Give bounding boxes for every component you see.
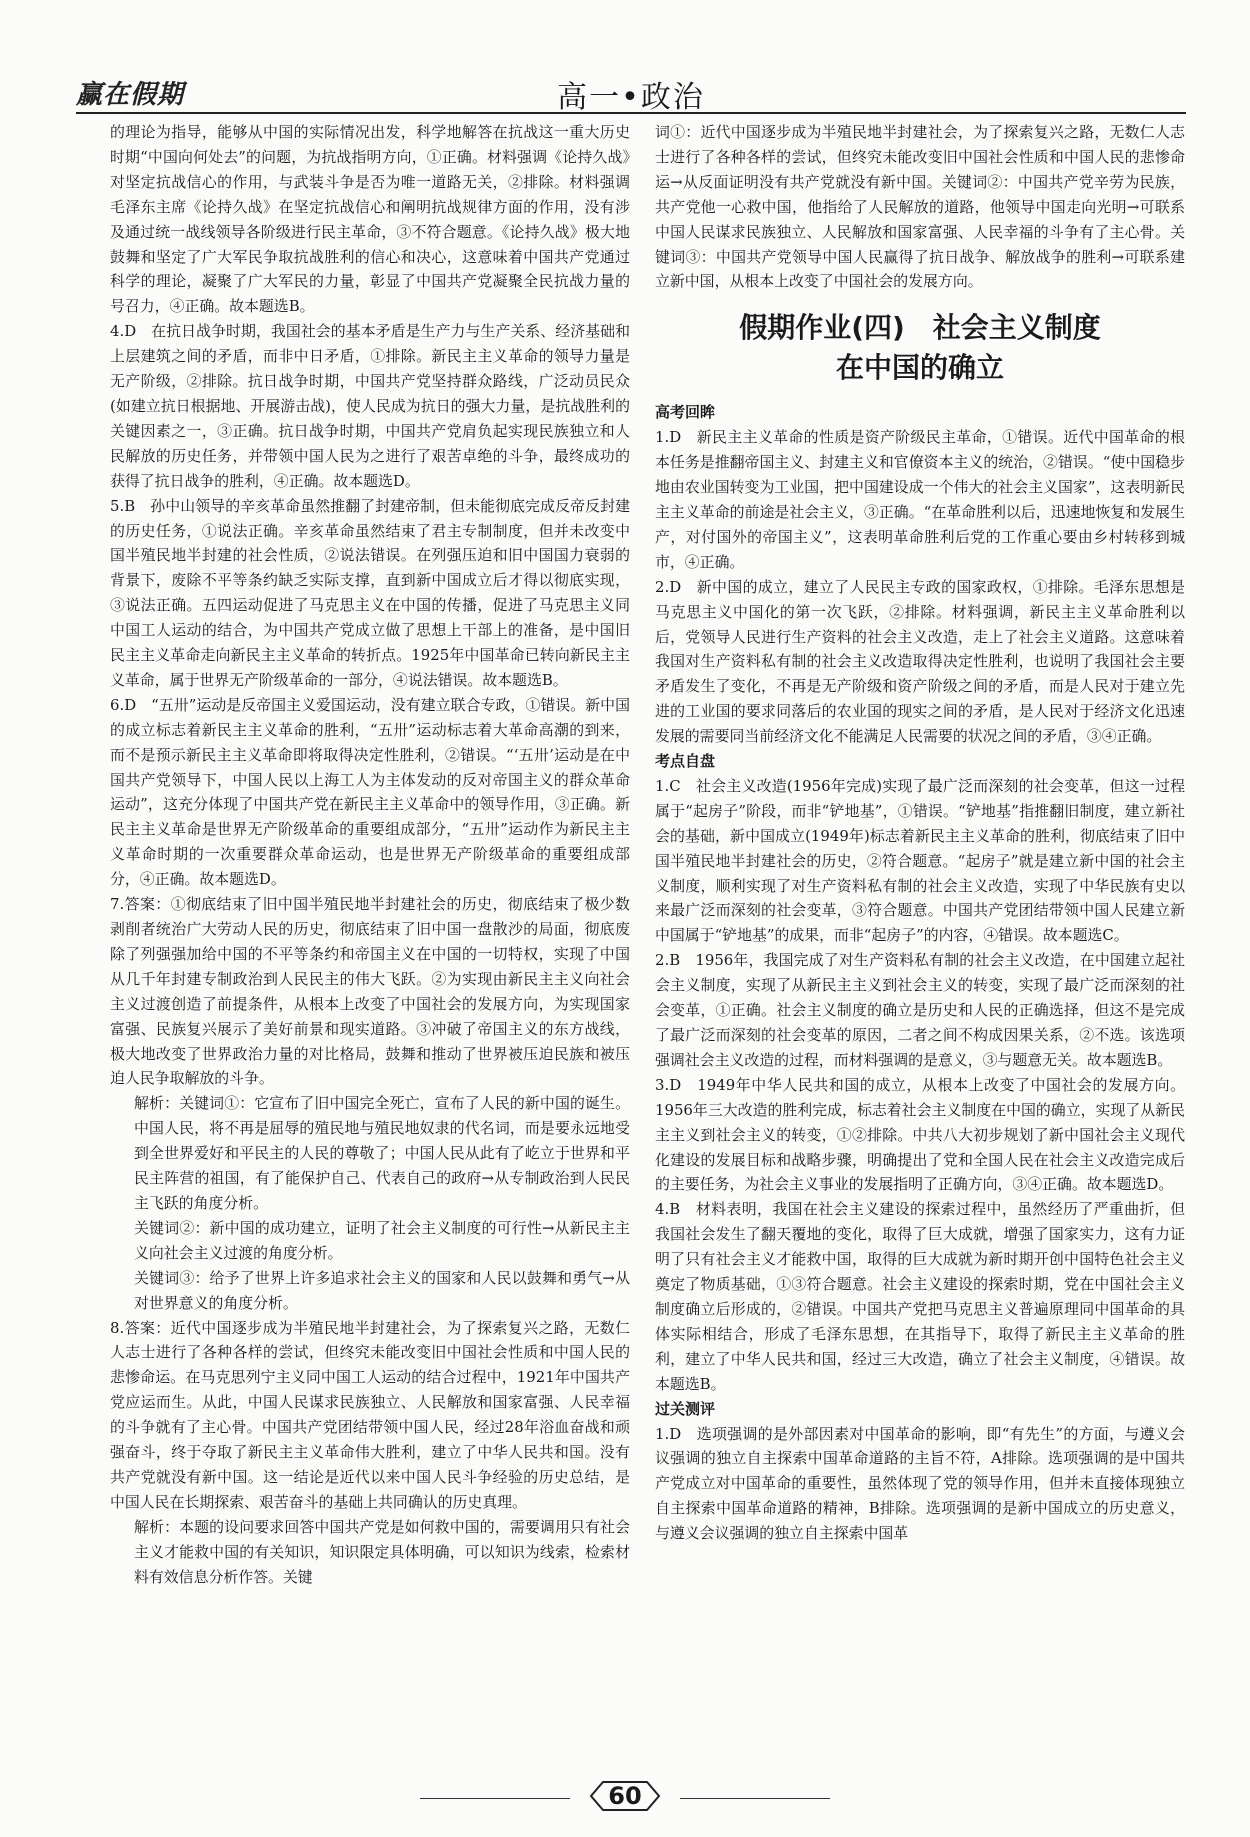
answer-item: 3.D 1949年中华人民共和国的成立，从根本上改变了中国社会的发展方向。1956年三大改造的胜利完成，标志着社会主义制度在中国的确立，实现了从新民主主义到社会主义的转变，①②排除。中共八大初步规划了新中国社会主义现代化建设的发展目标和战略步骤，明确提出了党和全国人民在社会主义改造完成后的主要任务，为社会主义事业的发展指明了正确方向，③④正确。故本题选D。 <box>655 1075 1185 1194</box>
right-column <box>655 120 1185 1546</box>
paragraph: 词①：近代中国逐步成为半殖民地半封建社会，为了探索复兴之路，无数仁人志士进行了各种各样的尝试，但终究未能改变旧中国社会性质和中国人民的悲惨命运→从反面证明没有共产党就没有新中国。关键词②：中国共产党辛劳为民族，共产党他一心救中国，他指给了人民解放的道路，他领导中国走向光明→可联系中国人民谋求民族独立、人民解放和国家富强、人民幸福的斗争有了主心骨。关键词③：中国共产党领导中国人民赢得了抗日战争、解放战争的胜利→可联系建立新中国，从根本上改变了中国社会的发展方向。 <box>655 123 1185 291</box>
analysis-paragraph: 关键词③：给予了世界上许多追求社会主义的国家和人民以鼓舞和勇气→从对世界意义的角度分析。 <box>134 1268 630 1312</box>
answer-item: 4.B 材料表明，我国在社会主义建设的探索过程中，虽然经历了严重曲折，但我国社会发生了翻天覆地的变化，取得了巨大成就，增强了国家实力，这有力证明了只有社会主义才能救中国，取得的巨大成就为新时期开创中国特色社会主义奠定了物质基础，①③符合题意。社会主义建设的探索时期，党在中国社会主义制度确立后形成的，②错误。中国共产党把马克思主义普遍原理同中国革命的具体实际相结合，形成了毛泽东思想，在其指导下，取得了新民主主义革命的胜利，建立了中华人民共和国，经过三大改造，确立了社会主义制度，④错误。故本题选B。 <box>655 1200 1185 1393</box>
footer-rule-right <box>680 1798 830 1799</box>
answer-item: 6.D “五卅”运动是反帝国主义爱国运动，没有建立联合专政，①错误。新中国的成立标志着新民主主义革命的胜利，“五卅”运动标志着大革命高潮的到来，而不是预示新民主主义革命即将取得决定性胜利，②错误。“‘五卅’运动是在中国共产党领导下，中国人民以上海工人为主体发动的反对帝国主义的群众革命运动”，这充分体现了中国共产党在新民主主义革命中的领导作用，③正确。新民主主义革命是世界无产阶级革命的重要组成部分，“五卅”运动作为新民主主义革命时期的一次重要群众革命运动，也是世界无产阶级革命的重要组成部分，④正确。故本题选D。 <box>110 695 630 889</box>
answer-item: 7.答案：①彻底结束了旧中国半殖民地半封建社会的历史，彻底结束了极少数剥削者统治广大劳动人民的历史，彻底结束了旧中国一盘散沙的局面，彻底废除了列强强加给中国的不平等条约和帝国主义在中国的一切特权，实现了中国从几千年封建专制政治到人民民主的伟大飞跃。②为实现由新民主主义向社会主义过渡创造了前提条件，从根本上改变了中国社会的发展方向，为实现国家富强、民族复兴展示了美好前景和现实道路。③冲破了帝国主义的东方战线，极大地改变了世界政治力量的对比格局，鼓舞和推动了世界被压迫民族和被压迫人民争取解放的斗争。 <box>110 895 630 1088</box>
answer-item: 2.B 1956年，我国完成了对生产资料私有制的社会主义改造，在中国建立起社会主义制度，实现了从新民主主义到社会主义的转变，实现了最广泛而深刻的社会变革，①正确。社会主义制度的确立是历史和人民的正确选择，但这不是完成了最广泛而深刻的社会变革的原因，二者之间不构成因果关系，②不选。该选项强调社会主义改造的过程，而材料强调的是意义，③与题意无关。故本题选B。 <box>655 951 1185 1069</box>
page-number-text: 60 <box>608 1782 642 1810</box>
brand-logo: 赢在假期 <box>76 80 185 110</box>
subject-title: 高一•政治 <box>557 80 705 115</box>
answer-item: 2.D 新中国的成立，建立了人民民主专政的国家政权，①排除。毛泽东思想是马克思主义中国化的第一次飞跃，②排除。材料强调，新民主主义革命胜利以后，党领导人民进行生产资料的社会主义改造，走上了社会主义道路。这意味着我国对生产资料私有制的社会主义改造取得决定性胜利，也说明了我国社会主要矛盾发生了变化，不再是无产阶级和资产阶级之间的矛盾，而是人民对于建立先进的工业国的要求同落后的农业国的现实之间的矛盾，是人民对于经济文化迅速发展的需要同当前经济文化不能满足人民需要的状况之间的矛盾，③④正确。 <box>655 577 1185 746</box>
page-number <box>585 1778 665 1814</box>
answer-item: 4.D 在抗日战争时期，我国社会的基本矛盾是生产力与生产关系、经济基础和上层建筑之间的矛盾，而非中日矛盾，①排除。新民主主义革命的领导力量是无产阶级，②排除。抗日战争时期，中国共产党坚持群众路线，广泛动员民众(如建立抗日根据地、开展游击战)，使人民成为抗日的强大力量，是抗战胜利的关键因素之一，③正确。抗日战争时期，中国共产党肩负起实现民族独立和人民解放的历史任务，并带领中国人民为之进行了艰苦卓绝的斗争，最终成功的获得了抗日战争的胜利，④正确。故本题选D。 <box>110 322 630 490</box>
answer-item: 1.D 新民主主义革命的性质是资产阶级民主革命，①错误。近代中国革命的根本任务是推翻帝国主义、封建主义和官僚资本主义的统治，②错误。“使中国稳步地由农业国转变为工业国，把中国建设成一个伟大的社会主义国家”，这表明新民主主义革命的前途是社会主义，③正确。“在革命胜利以后，迅速地恢复和发展生产，对付国外的帝国主义”，这表明革命胜利后党的工作重心要由乡村转移到城市，④正确。 <box>655 428 1185 571</box>
subsection-label-gaokao: 高考回眸 <box>655 403 716 422</box>
page-header <box>76 72 1186 114</box>
analysis-paragraph: 关键词②：新中国的成功建立，证明了社会主义制度的可行性→从新民主主义向社会主义过渡的角度分析。 <box>134 1218 630 1262</box>
paragraph: 的理论为指导，能够从中国的实际情况出发，科学地解答在抗战这一重大历史时期“中国向何处去”的问题，为抗战指明方向，①正确。材料强调《论持久战》对坚定抗战信心的作用，与武装斗争是否为唯一道路无关，②排除。材料强调毛泽东主席《论持久战》在坚定抗战信心和阐明抗战规律方面的作用，没有涉及通过统一战线领导各阶级进行民主革命，③不符合题意。《论持久战》极大地鼓舞和坚定了广大军民争取抗战胜利的信心和决心，这意味着中国共产党通过科学的理论，凝聚了广大军民的力量，彰显了中国共产党凝聚全民抗战力量的号召力，④正确。故本题选B。 <box>110 123 630 316</box>
left-column <box>110 120 630 1589</box>
answer-item: 1.D 选项强调的是外部因素对中国革命的影响，即“有先生”的方面，与遵义会议强调的独立自主探索中国革命道路的主旨不符，A排除。选项强调的是中国共产党成立对中国革命的重要性，虽然体现了党的领导作用，但并未直接体现独立自主探索中国革命道路的精神，B排除。选项强调的是新中国成立的历史意义，与遵义会议强调的独立自主探索中国革 <box>655 1424 1185 1543</box>
section-heading <box>655 308 1185 388</box>
answer-item: 1.C 社会主义改造(1956年完成)实现了最广泛而深刻的社会变革，但这一过程属于“起房子”阶段，而非“铲地基”，①错误。“铲地基”指推翻旧制度，建立新社会的基础，新中国成立(1949年)标志着新民主主义革命的胜利，彻底结束了旧中国半殖民地半封建社会的历史，②符合题意。“起房子”就是建立新中国的社会主义制度，顺利实现了对生产资料私有制的社会主义改造，实现了中华民族有史以来最广泛而深刻的社会变革，③符合题意。中国共产党团结带领中国人民建立新中国属于“铲地基”的成果，而非“起房子”的内容，④错误。故本题选C。 <box>655 776 1185 945</box>
answer-item: 5.B 孙中山领导的辛亥革命虽然推翻了封建帝制，但未能彻底完成反帝反封建的历史任务，①说法正确。辛亥革命虽然结束了君主专制制度，但并未改变中国半殖民地半封建的社会性质，②说法错误。在列强压迫和旧中国国力衰弱的背景下，废除不平等条约缺乏实际支撑，直到新中国成立后才得以彻底实现，③说法正确。五四运动促进了马克思主义在中国的传播，促进了马克思主义同中国工人运动的结合，为中国共产党成立做了思想上干部上的准备，是中国旧民主主义革命走向新民主主义革命的转折点。1925年中国革命已转向新民主主义革命，属于世界无产阶级革命的一部分，④说法错误。故本题选B。 <box>110 496 630 689</box>
page-footer <box>0 1776 1250 1816</box>
section-heading-line1: 假期作业(四) 社会主义制度 <box>739 311 1101 345</box>
analysis-paragraph: 解析：关键词①：它宣布了旧中国完全死亡，宣布了人民的新中国的诞生。中国人民，将不再是屈辱的殖民地与殖民地奴隶的代名词，而是要永远地受到全世界爱好和平民主的人民的尊敬了；中国人民从此有了屹立于世界和平民主阵营的祖国，有了能保护自己、代表自己的政府→从专制政治到人民民主飞跃的角度分析。 <box>134 1094 630 1212</box>
footer-rule-left <box>420 1798 570 1799</box>
answer-item: 8.答案：近代中国逐步成为半殖民地半封建社会，为了探索复兴之路，无数仁人志士进行了各种各样的尝试，但终究未能改变旧中国社会性质和中国人民的悲惨命运。在马克思列宁主义同中国工人运动的结合过程中，1921年中国共产党应运而生。从此，中国人民谋求民族独立、人民解放和国家富强、人民幸福的斗争就有了主心骨。中国共产党团结带领中国人民，经过28年浴血奋战和顽强奋斗，终于夺取了新民主主义革命伟大胜利，建立了中华人民共和国。没有共产党就没有新中国。这一结论是近代以来中国人民斗争经验的历史总结，是中国人民在长期探索、艰苦奋斗的基础上共同确认的历史真理。 <box>110 1318 630 1511</box>
subsection-label-kaodian: 考点自盘 <box>655 752 716 771</box>
section-heading-line2: 在中国的确立 <box>835 351 1004 385</box>
analysis-paragraph: 解析：本题的设问要求回答中国共产党是如何救中国的，需要调用只有社会主义才能救中国的有关知识，知识限定具体明确，可以知识为线索，检索材料有效信息分析作答。关键 <box>134 1517 630 1586</box>
subsection-label-guoguan: 过关测评 <box>655 1399 716 1418</box>
